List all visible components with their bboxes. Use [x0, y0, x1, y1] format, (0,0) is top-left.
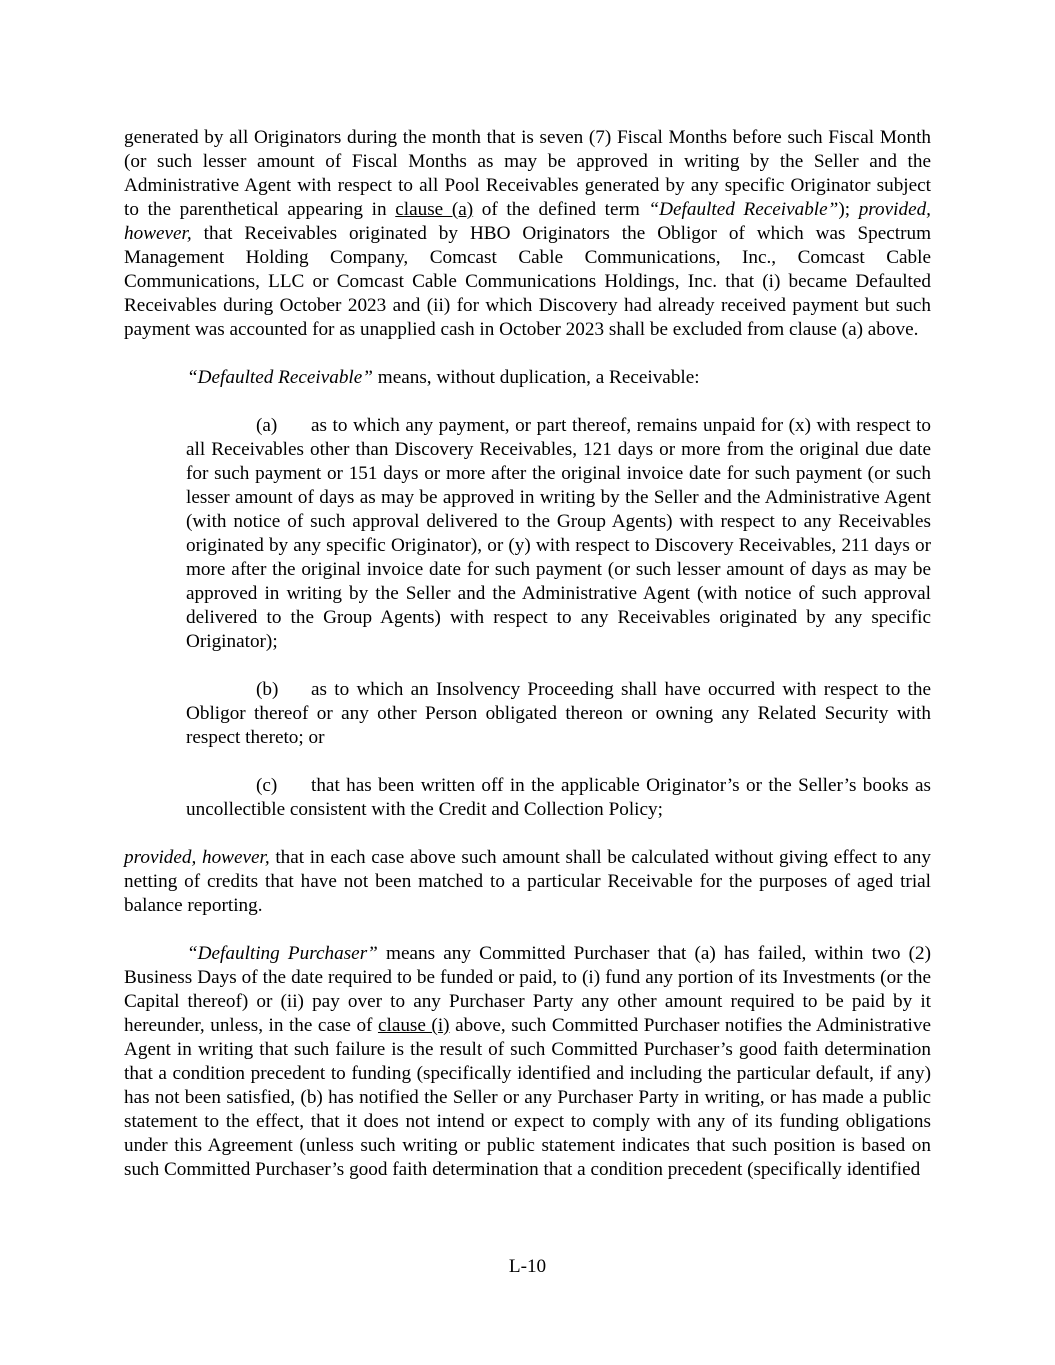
clause-b — [186, 678, 931, 750]
defined-term: “Defaulting Purchaser” — [187, 943, 378, 964]
clause-a-reference: clause (a) — [395, 199, 474, 220]
clause-a — [186, 414, 931, 654]
proviso-phrase: provided, however, — [124, 199, 931, 244]
proviso-phrase: provided, however, — [124, 847, 270, 868]
document-page — [124, 126, 931, 1182]
clause-text: as to which an Insolvency Proceeding shall have occurred with respect to the Obligor thereof or any other Person obligated thereon or owning any Related Security with respect thereto; or — [186, 679, 931, 748]
clause-label: (c) — [256, 775, 278, 796]
proviso-paragraph: provided, however, that in each case above such amount shall be calculated without giving effect to any netting of credits that have not been matched to a particular Receivable for the purposes of aged trial balance reporting. — [124, 847, 931, 916]
paragraph-continuation: generated by all Originators during the month that is seven (7) Fiscal Months before such Fiscal Month (or such lesser amount of Fiscal Months as may be approved in writing by the Seller and the Administrative Agent with respect to all Pool Receivables generated by any specific Originator subject to the parenthetical appearing in clause (a) of the defined term “Defaulted Receivable”); provided, however, that Receivables originated by HBO Originators the Obligor of which was Spectrum Management Holding Company, Comcast Cable Communications, Inc., Comcast Cable Communications, LLC or Comcast Cable Communications Holdings, Inc. that (i) became Defaulted Receivables during October 2023 and (ii) for which Discovery had already received payment but such payment was accounted for as unapplied cash in October 2023 shall be excluded from clause (a) above. — [124, 127, 931, 340]
definition-defaulted-receivable: “Defaulted Receivable” means, without duplication, a Receivable: — [187, 367, 700, 388]
page-number: L-10 — [508, 1256, 547, 1277]
clause-c — [186, 774, 931, 822]
clause-label: (b) — [256, 679, 279, 700]
clause-i-reference: clause (i) — [377, 1015, 450, 1036]
defined-term: “Defaulted Receivable” — [187, 367, 373, 388]
clause-label: (a) — [256, 415, 278, 436]
definition-defaulting-purchaser: “Defaulting Purchaser” means any Committed Purchaser that (a) has failed, within two (2) Business Days of the date required to be funded or paid, to (i) fund any portion of its Investments (or the Capital thereof) or (ii) pay over to any Purchaser Party any other amount required to be paid by it hereunder, unless, in the case of clause (i) above, such Committed Purchaser notifies the Administrative Agent in writing that such failure is the result of such Committed Purchaser’s good faith determination that a condition precedent to funding (specifically identified and including the particular default, if any) has not been satisfied, (b) has notified the Seller or any Purchaser Party in writing, or has made a public statement to the effect, that it does not intend or expect to comply with any of its funding obligations under this Agreement (unless such writing or public statement indicates that such position is based on such Committed Purchaser’s good faith determination that a condition precedent (specifically identified — [124, 943, 932, 1180]
clause-text: that has been written off in the applicable Originator’s or the Seller’s books as uncollectible consistent with the Credit and Collection Policy; — [186, 775, 931, 820]
clause-text: as to which any payment, or part thereof, remains unpaid for (x) with respect to all Receivables other than Discovery Receivables, 121 days or more from the original due date for such payment or 151 days or more after the original invoice date for such payment (or such lesser amount of days as may be approved in writing by the Seller and the Administrative Agent (with notice of such approval delivered to the Group Agents) with respect to any Receivables originated by any specific Originator), or (y) with respect to Discovery Receivables, 211 days or more after the original invoice date for such payment (or such lesser amount of days as may be approved in writing by the Seller and the Administrative Agent (with notice of such approval delivered to the Group Agents) with respect to any Receivables originated by any specific Originator); — [186, 415, 931, 652]
defined-term-reference: “Defaulted Receivable” — [648, 199, 839, 220]
